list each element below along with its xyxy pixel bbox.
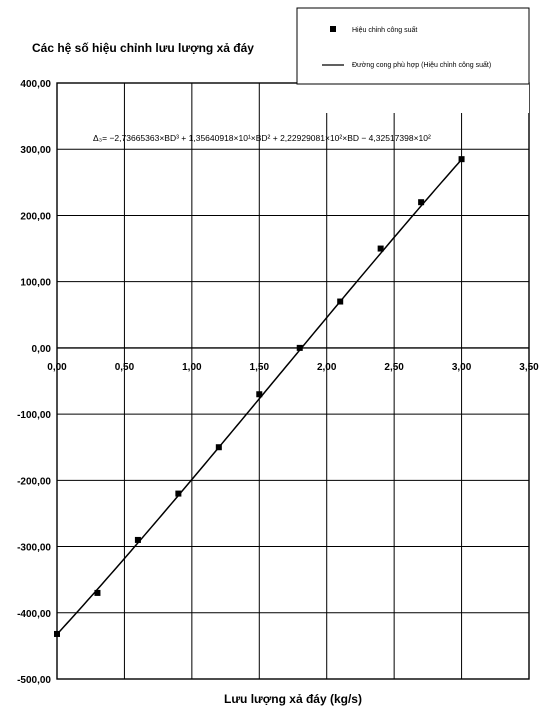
- legend-marker-square: [330, 26, 336, 32]
- x-tick-label: 1,00: [182, 361, 202, 373]
- y-tick-label: 200,00: [20, 211, 51, 223]
- data-point: [216, 444, 222, 450]
- data-point: [175, 491, 181, 497]
- x-tick-label: 0,50: [114, 361, 135, 373]
- legend: [297, 8, 529, 84]
- y-tick-label: 100,00: [20, 277, 51, 289]
- y-tick-label: -400,00: [17, 608, 51, 620]
- grid: [57, 83, 529, 679]
- legend-label-points: Hiệu chỉnh công suất: [352, 27, 418, 34]
- data-point: [378, 246, 384, 252]
- chart-title: Các hệ số hiệu chỉnh lưu lượng xả đáy: [32, 41, 254, 55]
- data-point: [337, 299, 343, 305]
- x-tick-label: 3,50: [519, 361, 539, 373]
- y-axis-ticks: [17, 79, 51, 686]
- x-tick-label: 3,00: [451, 361, 472, 373]
- data-point: [256, 391, 262, 397]
- x-tick-label: 0,00: [47, 361, 67, 373]
- x-tick-label: 2,50: [384, 361, 404, 373]
- data-point: [459, 156, 465, 162]
- x-tick-label: 1,50: [249, 361, 270, 373]
- y-tick-label: -300,00: [17, 542, 51, 554]
- y-tick-label: 300,00: [20, 145, 51, 157]
- y-tick-label: -500,00: [17, 675, 51, 686]
- y-tick-label: -200,00: [17, 476, 51, 488]
- y-tick-label: -100,00: [17, 410, 51, 422]
- data-point: [418, 199, 424, 205]
- data-point: [54, 631, 60, 637]
- data-point: [135, 537, 141, 543]
- plot-frame: [57, 83, 529, 679]
- x-tick-label: 2,00: [316, 361, 337, 373]
- data-point: [297, 345, 303, 351]
- legend-label-curve: Đường cong phù hợp (Hiệu chỉnh công suất): [352, 62, 492, 69]
- legend-box: [297, 8, 529, 84]
- x-axis-ticks: [47, 362, 539, 373]
- data-point: [94, 590, 100, 596]
- equation-backdrop: [297, 83, 529, 113]
- y-tick-label: 400,00: [20, 79, 51, 90]
- fit-equation: Δ₃= −2,73665363×BD³ + 1,35640918×10¹×BD² + 2,22929081×10²×BD − 4,32517398×10²: [93, 133, 431, 143]
- x-axis-label: Lưu lượng xả đáy (kg/s): [224, 692, 362, 706]
- y-tick-label: 0,00: [31, 343, 51, 355]
